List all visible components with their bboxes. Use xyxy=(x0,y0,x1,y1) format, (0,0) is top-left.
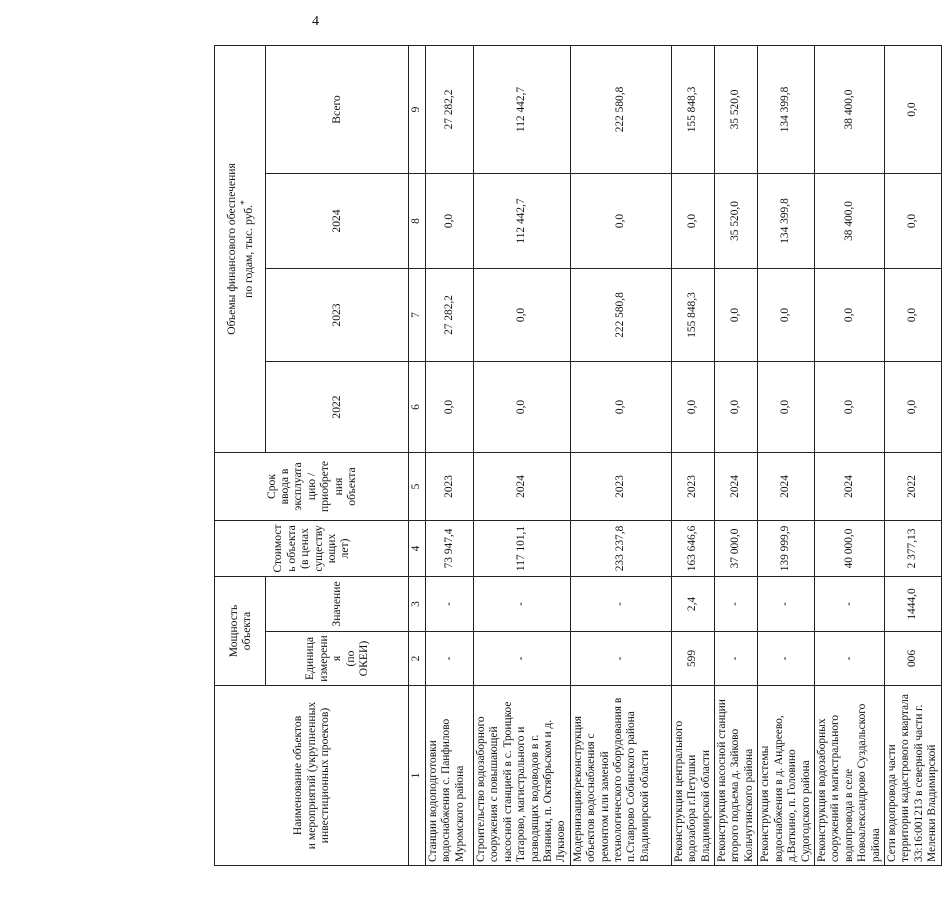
header-value: Значение xyxy=(266,576,409,631)
cell-term: 2023 xyxy=(671,452,714,520)
cell-cost: 2 377,13 xyxy=(884,520,941,576)
cell-cost: 73 947,4 xyxy=(426,520,474,576)
cell-year-2023: 0,0 xyxy=(474,268,571,361)
cell-year-2023: 0,0 xyxy=(884,268,941,361)
cell-year-2023: 0,0 xyxy=(814,268,884,361)
table-row xyxy=(814,45,884,865)
cell-year-2023: 0,0 xyxy=(758,268,815,361)
cell-year-2022: 0,0 xyxy=(758,361,815,452)
investment-table xyxy=(214,45,942,866)
cell-year-2022: 0,0 xyxy=(570,361,671,452)
header-2023: 2023 xyxy=(266,268,409,361)
cell-cost: 139 999,9 xyxy=(758,520,815,576)
cell-value: - xyxy=(426,576,474,631)
cell-year-2024: 0,0 xyxy=(671,173,714,268)
cell-name: Модернизация/реконструкция объектов водоснабжения с ремонтом или заменой технологического оборудования в п.Ставрово Собинского района Владимирской области xyxy=(570,686,671,866)
cell-year-2022: 0,0 xyxy=(671,361,714,452)
cell-value: - xyxy=(570,576,671,631)
col-number: 2 xyxy=(409,632,426,686)
cell-term: 2022 xyxy=(884,452,941,520)
header-term: Срок ввода в эксплуата цию / приобрете ния объекта xyxy=(215,452,409,520)
cell-value: 2,4 xyxy=(671,576,714,631)
header-2024: 2024 xyxy=(266,173,409,268)
header-cost: Стоимост ь объекта (в ценах существу ющих лет) xyxy=(215,520,409,576)
cell-year-2024: 112 442,7 xyxy=(474,173,571,268)
table-row xyxy=(758,45,815,865)
table-row xyxy=(715,45,758,865)
cell-cost: 40 000,0 xyxy=(814,520,884,576)
header-2022: 2022 xyxy=(266,361,409,452)
cell-unit: 599 xyxy=(671,632,714,686)
col-number: 1 xyxy=(409,686,426,866)
col-number: 4 xyxy=(409,520,426,576)
cell-year-2022: 0,0 xyxy=(474,361,571,452)
col-number: 6 xyxy=(409,361,426,452)
col-number: 5 xyxy=(409,452,426,520)
cell-value: - xyxy=(474,576,571,631)
cell-term: 2023 xyxy=(426,452,474,520)
table-row xyxy=(671,45,714,865)
header-unit: Единица измерени я (по ОКЕИ) xyxy=(266,632,409,686)
col-number: 3 xyxy=(409,576,426,631)
col-number: 9 xyxy=(409,45,426,173)
page-number: 4 xyxy=(312,14,319,29)
cell-year-2022: 0,0 xyxy=(715,361,758,452)
table-row xyxy=(426,45,474,865)
cell-total: 155 848,3 xyxy=(671,45,714,173)
cell-name: Сети водопровода части территории кадастрового квартала 33:16:001213 в северной части г. Меленки Владимирской xyxy=(884,686,941,866)
header-funding: Объемы финансового обеспечения по годам, тыс. руб.* xyxy=(215,45,266,452)
cell-term: 2024 xyxy=(715,452,758,520)
cell-unit: - xyxy=(474,632,571,686)
cell-unit: - xyxy=(814,632,884,686)
cell-total: 112 442,7 xyxy=(474,45,571,173)
cell-year-2024: 0,0 xyxy=(426,173,474,268)
cell-unit: - xyxy=(570,632,671,686)
cell-total: 38 400,0 xyxy=(814,45,884,173)
cell-name: Реконструкция водозаборных сооружений и магистрального водопровода в селе Новоалександрово Суздальского района xyxy=(814,686,884,866)
cell-unit: - xyxy=(758,632,815,686)
cell-name: Станции водоподготовки водоснабжения с. Панфилово Муромского района xyxy=(426,686,474,866)
header-name: Наименование объектов и мероприятий (укрупненных инвестиционных проектов) xyxy=(215,686,409,866)
cell-unit: - xyxy=(715,632,758,686)
cell-term: 2024 xyxy=(758,452,815,520)
cell-unit: - xyxy=(426,632,474,686)
cell-year-2024: 134 399,8 xyxy=(758,173,815,268)
header-total: Всего xyxy=(266,45,409,173)
cell-value: - xyxy=(758,576,815,631)
cell-term: 2024 xyxy=(474,452,571,520)
cell-term: 2023 xyxy=(570,452,671,520)
cell-cost: 117 101,1 xyxy=(474,520,571,576)
cell-total: 0,0 xyxy=(884,45,941,173)
cell-cost: 233 237,8 xyxy=(570,520,671,576)
cell-cost: 37 000,0 xyxy=(715,520,758,576)
cell-name: Реконструкция системы водоснабжения в д. Андреево, д.Ваткино, п. Головино Судогодского района xyxy=(758,686,815,866)
cell-total: 35 520,0 xyxy=(715,45,758,173)
cell-total: 27 282,2 xyxy=(426,45,474,173)
col-number: 8 xyxy=(409,173,426,268)
cell-total: 134 399,8 xyxy=(758,45,815,173)
cell-year-2023: 27 282,2 xyxy=(426,268,474,361)
cell-name: Реконструкция насосной станции второго подъема д. Зайково Кольчугинского района xyxy=(715,686,758,866)
cell-year-2022: 0,0 xyxy=(884,361,941,452)
cell-year-2024: 35 520,0 xyxy=(715,173,758,268)
cell-unit: 006 xyxy=(884,632,941,686)
cell-year-2023: 222 580,8 xyxy=(570,268,671,361)
cell-total: 222 580,8 xyxy=(570,45,671,173)
cell-name: Реконструкция центрального водозабора г.Петушки Владимирской области xyxy=(671,686,714,866)
rotated-table-wrapper xyxy=(214,46,939,866)
cell-year-2023: 155 848,3 xyxy=(671,268,714,361)
col-number: 7 xyxy=(409,268,426,361)
cell-value: - xyxy=(715,576,758,631)
cell-year-2024: 0,0 xyxy=(570,173,671,268)
cell-year-2023: 0,0 xyxy=(715,268,758,361)
table-row xyxy=(474,45,571,865)
cell-term: 2024 xyxy=(814,452,884,520)
cell-year-2024: 0,0 xyxy=(884,173,941,268)
table-row xyxy=(884,45,941,865)
cell-name: Строительство водозаборного сооружения с повышающей насосной станцией в с. Троицкое Татарово, магистрального и разводящих водоводов в г. Вязники, п. Октябрьском и д. Лукново xyxy=(474,686,571,866)
cell-year-2024: 38 400,0 xyxy=(814,173,884,268)
cell-year-2022: 0,0 xyxy=(426,361,474,452)
header-capacity: Мощность объекта xyxy=(215,576,266,685)
table-row xyxy=(570,45,671,865)
cell-value: - xyxy=(814,576,884,631)
cell-cost: 163 646,6 xyxy=(671,520,714,576)
cell-value: 1444,0 xyxy=(884,576,941,631)
cell-year-2022: 0,0 xyxy=(814,361,884,452)
